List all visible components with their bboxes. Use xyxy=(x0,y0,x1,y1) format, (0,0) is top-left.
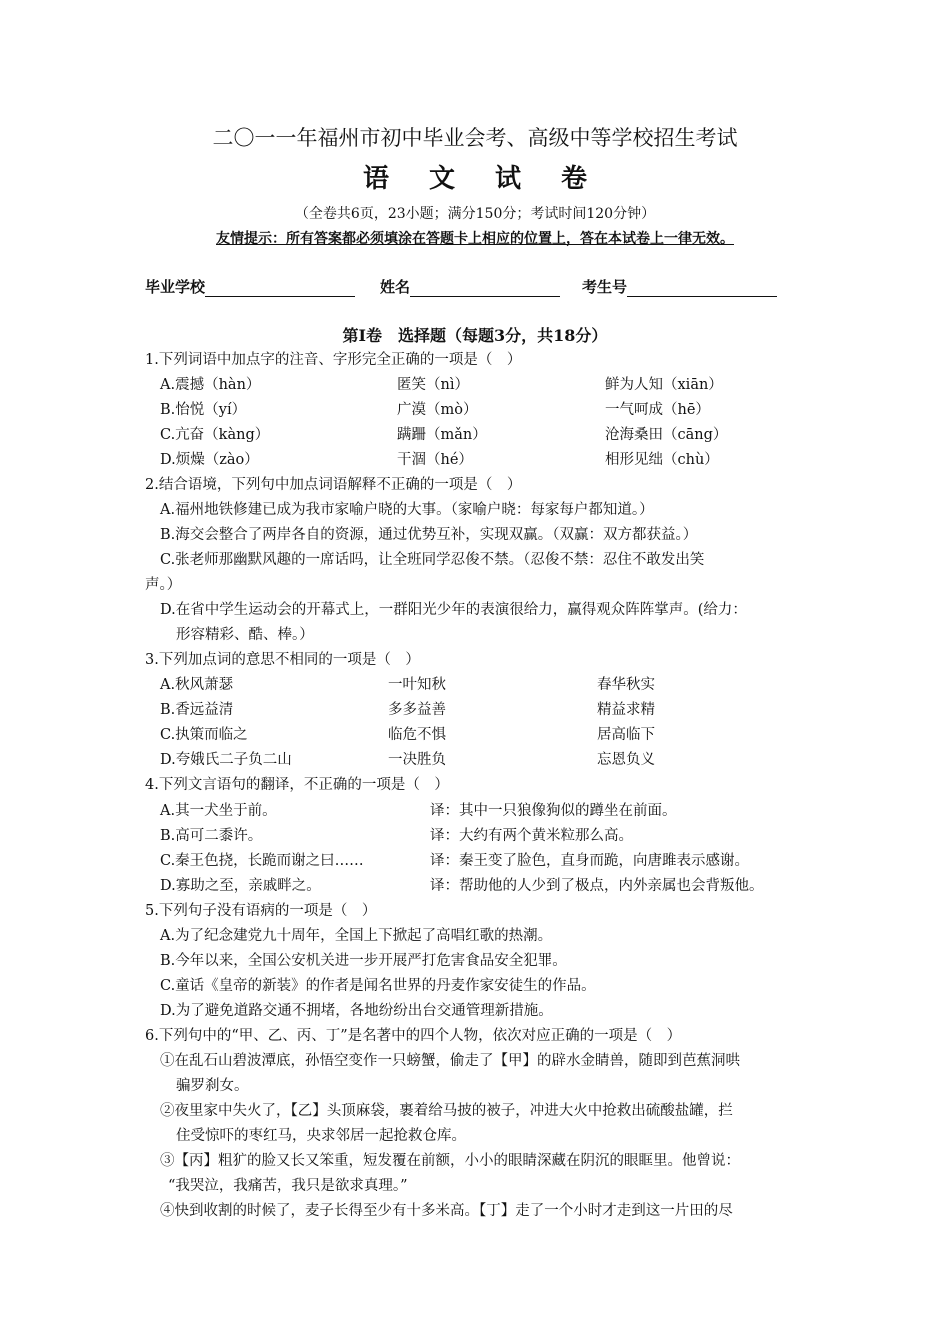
q1-option: 干涸（hé） xyxy=(397,452,473,468)
q3-option: 精益求精 xyxy=(597,702,655,718)
section-heading: 第Ⅰ卷 选择题（每题3分，共18分） xyxy=(342,326,608,345)
q6-item-2-cont: 住受惊吓的枣红马，央求邻居一起抢救仓库。 xyxy=(176,1128,466,1144)
number-blank[interactable] xyxy=(627,280,777,297)
q6-item-3-cont: “我哭泣，我痛苦，我只是欲求真理。” xyxy=(168,1178,408,1194)
q2-stem: 2.结合语境，下列句中加点词语解释不正确的一项是（ ） xyxy=(145,477,522,493)
q3-option: B.香远益清 xyxy=(160,702,234,718)
q2-option-c-cont: 声。） xyxy=(145,577,182,593)
school-label: 毕业学校 xyxy=(145,278,206,296)
q3-option: 多多益善 xyxy=(388,702,446,718)
q5-stem: 5.下列句子没有语病的一项是（ ） xyxy=(145,903,377,919)
q4-option: B.高可二黍许。 xyxy=(160,828,263,844)
name-field[interactable] xyxy=(380,276,560,297)
q6-item-4: ④快到收割的时候了，麦子长得至少有十多米高。【丁】走了一个小时才走到这一片田的尽 xyxy=(160,1203,733,1219)
q3-option: A.秋风萧瑟 xyxy=(160,677,234,693)
q4-translation: 译：大约有两个黄米粒那么高。 xyxy=(430,828,633,844)
q4-option: C.秦王色挠，长跪而谢之曰…… xyxy=(160,853,364,869)
name-blank[interactable] xyxy=(410,280,560,297)
q6-item-1: ①在乱石山碧波潭底，孙悟空变作一只螃蟹，偷走了【甲】的辟水金睛兽，随即到芭蕉洞哄 xyxy=(160,1053,740,1069)
q3-option: D.夸娥氏二子负二山 xyxy=(160,752,292,768)
number-label: 考生号 xyxy=(582,278,628,296)
q2-option-a: A.福州地铁修建已成为我市家喻户晓的大事。（家喻户晓：每家每户都知道。） xyxy=(160,502,654,518)
exam-title: 二〇一一年福州市初中毕业会考、高级中等学校招生考试 xyxy=(212,126,738,150)
q1-stem: 1.下列词语中加点字的注音、字形完全正确的一项是（ ） xyxy=(145,352,522,368)
q5-option-d: D.为了避免道路交通不拥堵，各地纷纷出台交通管理新措施。 xyxy=(160,1003,553,1019)
name-label: 姓名 xyxy=(380,278,411,296)
q4-translation: 译：秦王变了脸色，直身而跪，向唐雎表示感谢。 xyxy=(430,853,749,869)
q4-option: D.寡助之至，亲戚畔之。 xyxy=(160,878,321,894)
q3-option: 春华秋实 xyxy=(597,677,655,693)
school-blank[interactable] xyxy=(205,280,355,297)
q5-option-c: C.童话《皇帝的新装》的作者是闻名世界的丹麦作家安徒生的作品。 xyxy=(160,978,596,994)
q3-option: 居高临下 xyxy=(597,727,655,743)
q2-option-d: D.在省中学生运动会的开幕式上，一群阳光少年的表演很给力，赢得观众阵阵掌声。(给力： xyxy=(160,602,747,618)
exam-note: （全卷共6页，23小题；满分150分；考试时间120分钟） xyxy=(294,206,656,222)
q6-item-3: ③【丙】粗犷的脸又长又笨重，短发覆在前额，小小的眼睛深藏在阴沉的眼眶里。他曾说： xyxy=(160,1153,740,1169)
q1-option: A.震撼（hàn） xyxy=(160,377,261,393)
q3-option: 一决胜负 xyxy=(388,752,446,768)
q3-option: 忘恩负义 xyxy=(597,752,655,768)
q3-option: C.执策而临之 xyxy=(160,727,248,743)
q3-stem: 3.下列加点词的意思不相同的一项是（ ） xyxy=(145,652,420,668)
q6-stem: 6.下列句中的“甲、乙、丙、丁”是名著中的四个人物，依次对应正确的一项是（ ） xyxy=(145,1028,682,1044)
q2-option-b: B.海交会整合了两岸各自的资源，通过优势互补，实现双赢。（双赢：双方都获益。） xyxy=(160,527,698,543)
q1-option: 蹒跚（mǎn） xyxy=(397,427,487,443)
q4-translation: 译：帮助他的人少到了极点，内外亲属也会背叛他。 xyxy=(430,878,764,894)
q6-item-2: ②夜里家中失火了，【乙】头顶麻袋，裹着给马披的被子，冲进大火中抢救出硫酸盐罐，拦 xyxy=(160,1103,733,1119)
q4-stem: 4.下列文言语句的翻译，不正确的一项是（ ） xyxy=(145,777,449,793)
q1-option: 鲜为人知（xiān） xyxy=(605,377,723,393)
q1-option: 一气呵成（hē） xyxy=(605,402,710,418)
q5-option-b: B.今年以来，全国公安机关进一步开展严打危害食品安全犯罪。 xyxy=(160,953,567,969)
q1-option: D.烦燥（zào） xyxy=(160,452,259,468)
q4-translation: 译：其中一只狼像狗似的蹲坐在前面。 xyxy=(430,803,677,819)
q6-item-1-cont: 骗罗刹女。 xyxy=(176,1078,249,1094)
q1-option: 沧海桑田（cāng） xyxy=(605,427,728,443)
q4-option: A.其一犬坐于前。 xyxy=(160,803,277,819)
q1-option: 广漠（mò） xyxy=(397,402,478,418)
q1-option: 相形见绌（chù） xyxy=(605,452,719,468)
q5-option-a: A.为了纪念建党九十周年，全国上下掀起了高唱红歌的热潮。 xyxy=(160,928,553,944)
q1-option: C.亢奋（kàng） xyxy=(160,427,270,443)
q3-option: 临危不惧 xyxy=(388,727,446,743)
q2-option-d-cont: 形容精彩、酷、棒。） xyxy=(176,627,314,643)
number-field[interactable] xyxy=(582,276,777,297)
friendly-tip: 友情提示：所有答案都必须填涂在答题卡上相应的位置上，答在本试卷上一律无效。 xyxy=(216,231,734,247)
q1-option: 匿笑（nì） xyxy=(397,377,469,393)
school-field[interactable] xyxy=(145,276,355,297)
q1-option: B.怡悦（yí） xyxy=(160,402,247,418)
subject-title: 语文试卷 xyxy=(362,164,627,194)
q2-option-c: C.张老师那幽默风趣的一席话吗，让全班同学忍俊不禁。（忍俊不禁：忍住不敢发出笑 xyxy=(160,552,705,568)
q3-option: 一叶知秋 xyxy=(388,677,446,693)
